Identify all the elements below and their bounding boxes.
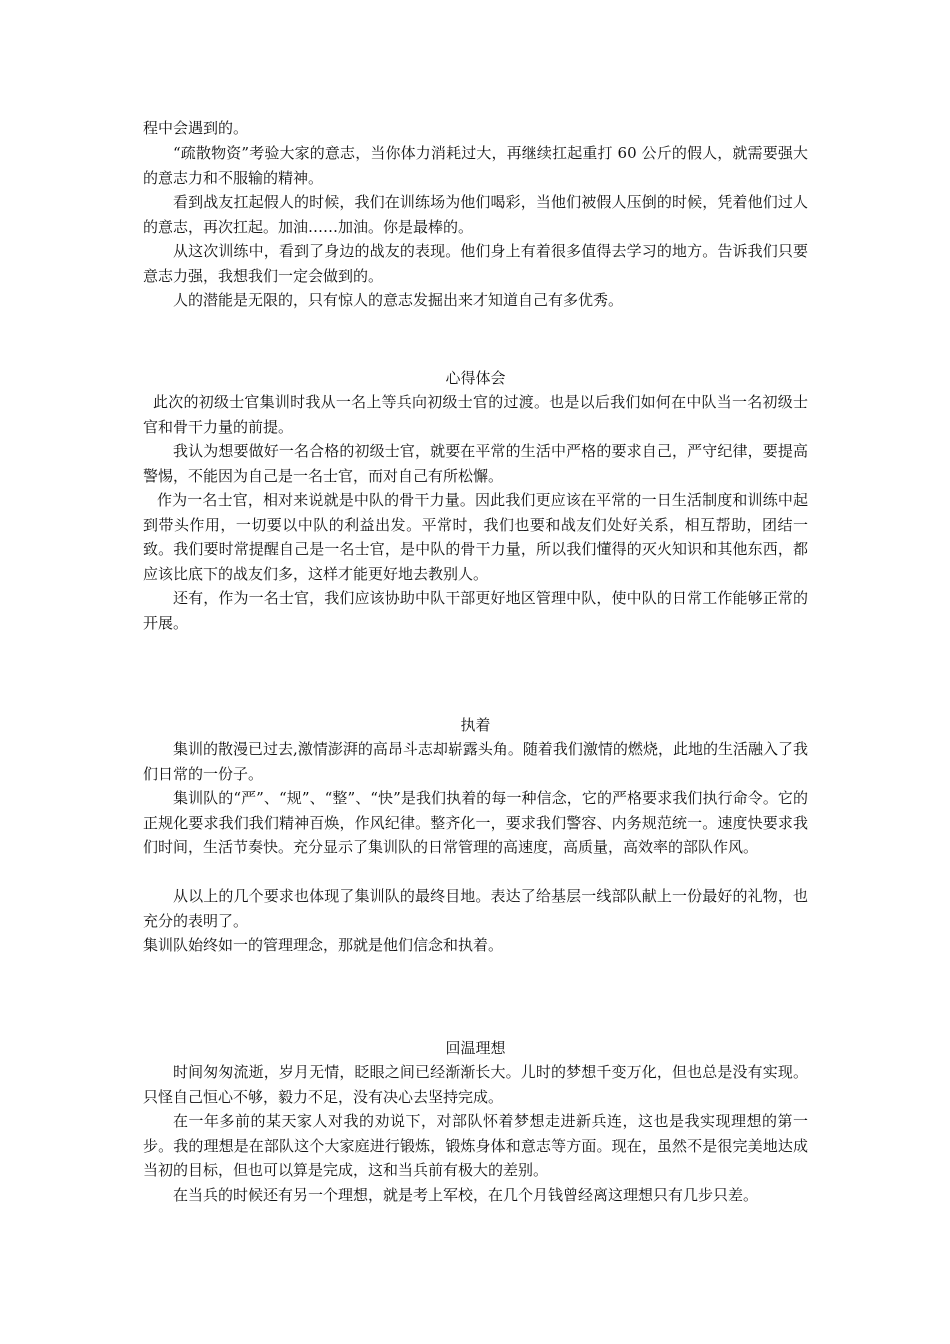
paragraph: 集训的散漫已过去,激情澎湃的高昂斗志却崭露头角。随着我们激情的燃烧，此地的生活融入了我们日常的一份子。 (143, 740, 808, 783)
paragraph: 集训队始终如一的管理理念，那就是他们信念和执着。 (143, 936, 504, 954)
section-title: 心得体会 (445, 369, 506, 387)
section-title: 执着 (460, 716, 491, 734)
paragraph: 我认为想要做好一名合格的初级士官，就要在平常的生活中严格的要求自己，严守纪律，要提高警惕，不能因为自己是一名士官，而对自己有所松懈。 (143, 442, 808, 485)
paragraph: 从以上的几个要求也体现了集训队的最终目地。表达了给基层一线部队献上一份最好的礼物，也充分的表明了。 (143, 887, 808, 930)
paragraph: 还有，作为一名士官，我们应该协助中队干部更好地区管理中队，使中队的日常工作能够正常的开展。 (143, 589, 808, 632)
paragraph: 时间匆匆流逝，岁月无情，眨眼之间已经渐渐长大。儿时的梦想千变万化，但也总是没有实现。只怪自己恒心不够，毅力不足，没有决心去坚持完成。 (143, 1063, 808, 1106)
paragraph: 程中会遇到的。 (143, 119, 249, 137)
paragraph: 作为一名士官，相对来说就是中队的骨干力量。因此我们更应该在平常的一日生活制度和训练中起到带头作用，一切要以中队的利益出发。平常时，我们也要和战友们处好关系，相互帮助，团结一致。我们要时常提醒自己是一名士官，是中队的骨干力量，所以我们懂得的灭火知识和其他东西，都应该比底下的战友们多，这样才能更好地去教别人。 (143, 491, 808, 583)
paragraph: “疏散物资”考验大家的意志，当你体力消耗过大，再继续扛起重打 60 公斤的假人，就需要强大的意志力和不服输的精神。 (143, 144, 808, 187)
paragraph: 人的潜能是无限的，只有惊人的意志发掘出来才知道自己有多优秀。 (173, 291, 624, 309)
paragraph: 此次的初级士官集训时我从一名上等兵向初级士官的过渡。也是以后我们如何在中队当一名初级士官和骨干力量的前提。 (143, 393, 808, 436)
paragraph: 在一年多前的某天家人对我的劝说下，对部队怀着梦想走进新兵连，这也是我实现理想的第一步。我的理想是在部队这个大家庭进行锻炼，锻炼身体和意志等方面。现在，虽然不是很完美地达成当初的目标，但也可以算是完成，这和当兵前有极大的差别。 (143, 1112, 808, 1179)
section-title: 回温理想 (445, 1039, 506, 1057)
paragraph: 在当兵的时候还有另一个理想，就是考上军校，在几个月钱曾经离这理想只有几步只差。 (173, 1186, 759, 1204)
paragraph: 看到战友扛起假人的时候，我们在训练场为他们喝彩，当他们被假人压倒的时候，凭着他们过人的意志，再次扛起。加油……加油。你是最棒的。 (143, 193, 808, 236)
paragraph: 集训队的“严”、“规”、“整”、“快”是我们执着的每一种信念，它的严格要求我们执行命令。它的正规化要求我们我们精神百焕，作风纪律。整齐化一，要求我们警容、内务规范统一。速度快要求我们时间，生活节奏快。充分显示了集训队的日常管理的高速度，高质量，高效率的部队作风。 (143, 789, 808, 856)
paragraph: 从这次训练中，看到了身边的战友的表现。他们身上有着很多值得去学习的地方。告诉我们只要意志力强，我想我们一定会做到的。 (143, 242, 808, 285)
